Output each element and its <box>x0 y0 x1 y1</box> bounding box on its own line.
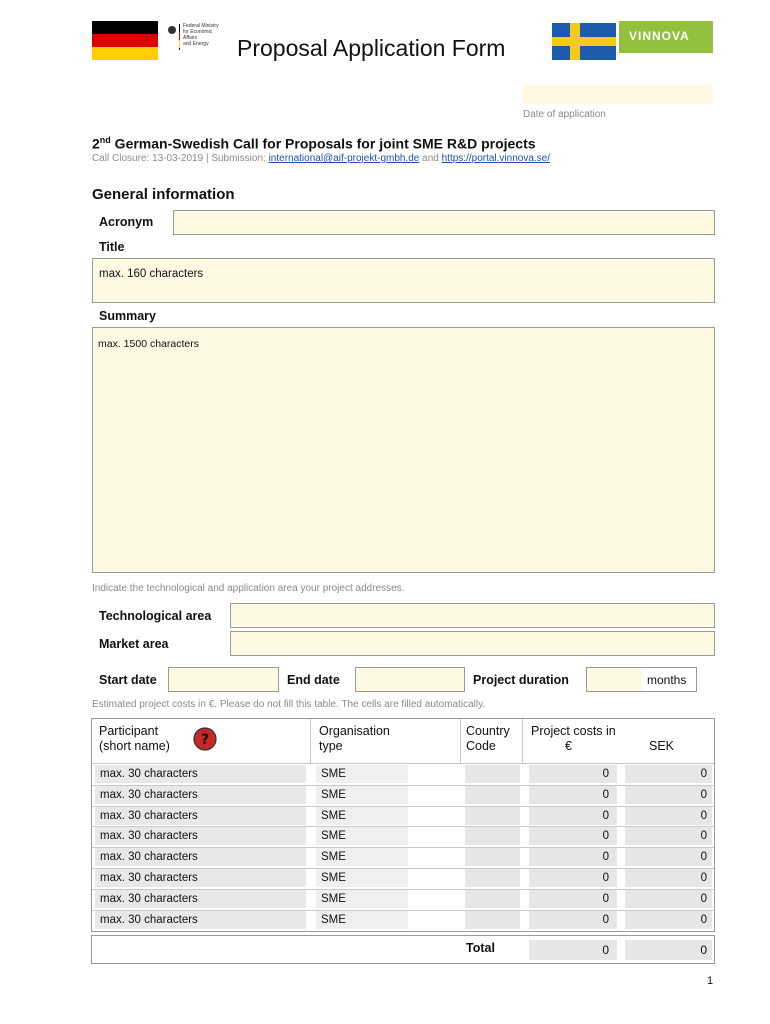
cost-sek-cell: 0 <box>625 786 712 804</box>
participant-cell[interactable]: max. 30 characters <box>95 890 306 908</box>
german-flag-icon <box>92 21 158 60</box>
call-closure-line: Call Closure: 13-03-2019 | Submission: international@aif-projekt-gmbh.de and https://portal.vinnova.se/ <box>92 153 551 164</box>
market-area-label: Market area <box>99 637 169 651</box>
date-of-application-label: Date of application <box>523 109 606 120</box>
end-date-label: End date <box>287 673 340 687</box>
summary-field[interactable] <box>92 327 715 573</box>
row-divider <box>92 806 714 807</box>
col-org-type: Organisation type <box>319 724 390 753</box>
cost-sek-cell: 0 <box>625 807 712 825</box>
months-label: months <box>647 673 687 687</box>
email-link[interactable]: international@aif-projekt-gmbh.de <box>268 153 420 164</box>
org-type-cell: SME <box>316 911 408 929</box>
acronym-label: Acronym <box>99 215 154 229</box>
header-divider <box>460 719 461 763</box>
svg-text:?: ? <box>200 732 210 748</box>
header-divider <box>310 719 311 763</box>
summary-placeholder: max. 1500 characters <box>98 338 199 350</box>
country-code-cell <box>465 807 520 825</box>
ministry-line: for Economic Affairs <box>183 29 213 41</box>
tech-area-field[interactable] <box>230 603 715 628</box>
ministry-logo <box>166 22 226 52</box>
start-date-field[interactable] <box>168 667 279 692</box>
country-code-cell <box>465 890 520 908</box>
cost-eur-cell: 0 <box>529 765 617 783</box>
title-label: Title <box>99 240 125 254</box>
org-type-cell: SME <box>316 848 408 866</box>
country-code-cell <box>465 911 520 929</box>
cost-sek-cell: 0 <box>625 765 712 783</box>
acronym-field[interactable] <box>173 210 715 235</box>
page-title: Proposal Application Form <box>237 35 506 61</box>
row-divider <box>92 826 714 827</box>
call-heading: 2nd German-Swedish Call for Proposals for joint SME R&D projects <box>92 135 536 152</box>
row-divider <box>92 910 714 911</box>
total-row <box>91 935 715 964</box>
participant-cell[interactable]: max. 30 characters <box>95 807 306 825</box>
participant-cell[interactable]: max. 30 characters <box>95 765 306 783</box>
row-divider <box>92 868 714 869</box>
summary-label: Summary <box>99 309 156 323</box>
participant-cell[interactable]: max. 30 characters <box>95 911 306 929</box>
vinnova-logo: VINNOVA <box>619 21 713 53</box>
org-type-cell: SME <box>316 786 408 804</box>
market-area-field[interactable] <box>230 631 715 656</box>
cost-sek-cell: 0 <box>625 911 712 929</box>
total-eur: 0 <box>529 940 617 960</box>
cost-eur-cell: 0 <box>529 786 617 804</box>
country-code-cell <box>465 786 520 804</box>
cost-eur-cell: 0 <box>529 848 617 866</box>
title-field[interactable] <box>92 258 715 303</box>
country-code-cell <box>465 869 520 887</box>
page-number: 1 <box>707 975 714 987</box>
header-bottom-line <box>92 763 714 764</box>
participant-cell[interactable]: max. 30 characters <box>95 786 306 804</box>
swedish-flag-icon <box>552 23 616 60</box>
row-divider <box>92 785 714 786</box>
end-date-field[interactable] <box>355 667 465 692</box>
row-divider <box>92 847 714 848</box>
country-code-cell <box>465 827 520 845</box>
ministry-line: and Energy <box>183 41 209 47</box>
cost-sek-cell: 0 <box>625 869 712 887</box>
col-participant: Participant (short name) <box>99 724 170 753</box>
org-type-cell: SME <box>316 827 408 845</box>
duration-input[interactable] <box>587 668 642 691</box>
section-title: General information <box>92 186 235 203</box>
participant-cell[interactable]: max. 30 characters <box>95 869 306 887</box>
cost-sek-cell: 0 <box>625 827 712 845</box>
header-divider <box>522 719 523 763</box>
cost-eur-cell: 0 <box>529 869 617 887</box>
row-divider <box>92 889 714 890</box>
cost-eur-cell: 0 <box>529 890 617 908</box>
cost-eur-cell: 0 <box>529 807 617 825</box>
participant-cell[interactable]: max. 30 characters <box>95 827 306 845</box>
country-code-cell <box>465 765 520 783</box>
col-sek: SEK <box>649 739 675 753</box>
cost-eur-cell: 0 <box>529 827 617 845</box>
total-sek: 0 <box>625 940 712 960</box>
org-type-cell: SME <box>316 890 408 908</box>
cost-sek-cell: 0 <box>625 890 712 908</box>
total-label: Total <box>466 941 495 955</box>
org-type-cell: SME <box>316 807 408 825</box>
org-type-cell: SME <box>316 869 408 887</box>
col-country-code: Country Code <box>466 724 510 753</box>
area-hint: Indicate the technological and application area your project addresses. <box>92 583 405 594</box>
tech-area-label: Technological area <box>99 609 212 623</box>
project-duration-label: Project duration <box>473 673 569 687</box>
participant-cell[interactable]: max. 30 characters <box>95 848 306 866</box>
col-eur: € <box>565 739 572 753</box>
date-of-application-field[interactable] <box>522 85 713 104</box>
col-project-costs: Project costs in <box>531 724 616 738</box>
cost-eur-cell: 0 <box>529 911 617 929</box>
portal-link[interactable]: https://portal.vinnova.se/ <box>441 153 551 164</box>
ministry-line: Federal Ministry <box>183 23 219 29</box>
org-type-cell: SME <box>316 765 408 783</box>
project-duration-field[interactable] <box>586 667 697 692</box>
start-date-label: Start date <box>99 673 157 687</box>
country-code-cell <box>465 848 520 866</box>
help-icon[interactable] <box>193 727 217 751</box>
title-placeholder: max. 160 characters <box>99 268 204 280</box>
costs-hint: Estimated project costs in €. Please do not fill this table. The cells are filled automatically. <box>92 699 486 710</box>
cost-sek-cell: 0 <box>625 848 712 866</box>
